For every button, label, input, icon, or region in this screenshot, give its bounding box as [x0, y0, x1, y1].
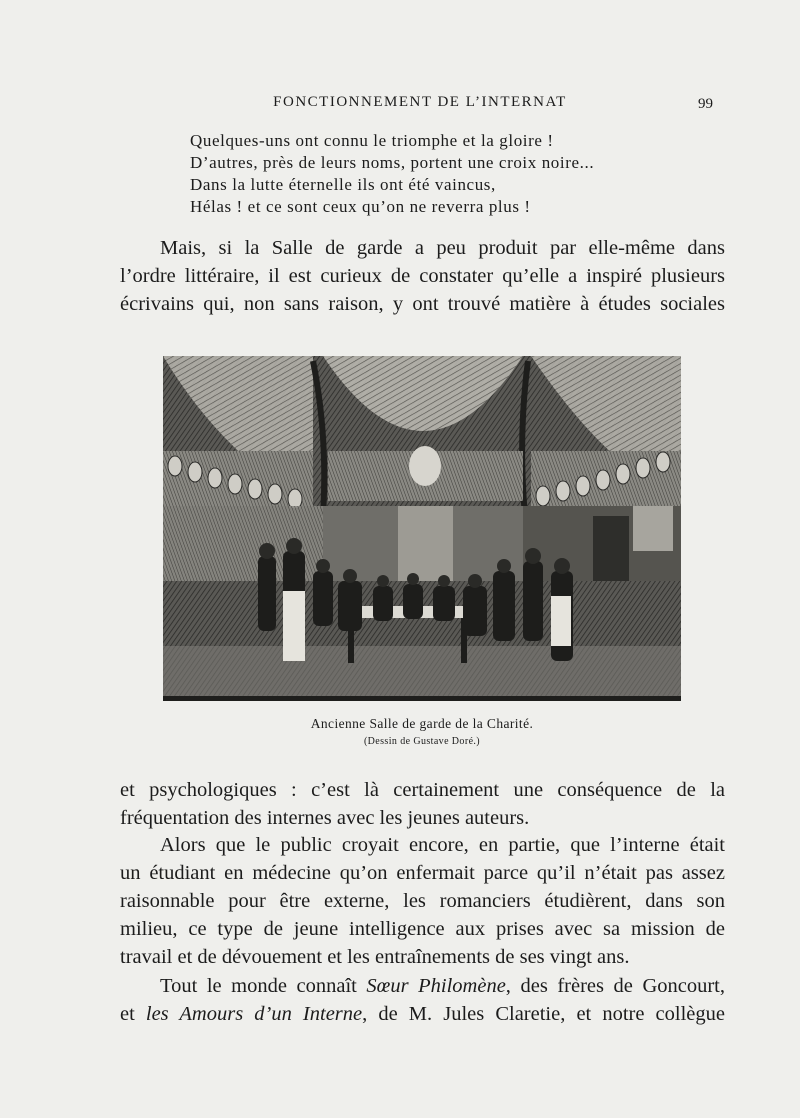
text-line: Alors que le public croyait encore, en partie, que l’interne était	[160, 834, 725, 856]
text-line: milieu, ce type de jeune intelligence aux prises avec sa mission de	[120, 918, 725, 940]
text-line: Mais, si la Salle de garde a peu produit par elle-même dans	[160, 237, 725, 259]
text-run: , des frères de Goncourt,	[505, 975, 725, 997]
poem-stanza	[190, 130, 690, 218]
text-line	[120, 972, 725, 1000]
figure-caption: Ancienne Salle de garde de la Charité.	[310, 716, 534, 731]
poem-line: Quelques-uns ont connu le triomphe et la gloire !	[190, 131, 554, 150]
text-line: fréquentation des internes avec les jeunes auteurs.	[120, 807, 530, 829]
paragraph-4	[120, 972, 725, 1028]
text-run: , de M. Jules Claretie, et notre collègue	[362, 1003, 725, 1025]
paragraph-2	[120, 776, 725, 832]
paragraph-1	[120, 234, 725, 318]
book-title: les Amours d’un Interne	[145, 1003, 363, 1025]
text-run: Tout le monde connaît	[160, 975, 367, 997]
engraving-drawing	[163, 356, 681, 701]
running-title: FONCTIONNEMENT DE L’INTERNAT	[273, 94, 567, 110]
page-number: 99	[698, 96, 713, 112]
poem-line: Hélas ! et ce sont ceux qu’on ne reverra plus !	[190, 197, 531, 216]
figure-credit: (Dessin de Gustave Doré.)	[363, 736, 481, 747]
book-title: Sœur Philomène	[366, 975, 506, 997]
poem-line: Dans la lutte éternelle ils ont été vaincus,	[190, 175, 496, 194]
text-run: et	[120, 1003, 146, 1025]
paragraph-3	[120, 831, 725, 971]
text-line: raisonnable pour être externe, les romanciers étudièrent, dans son	[120, 890, 725, 912]
text-line	[120, 1000, 725, 1028]
text-line: un étudiant en médecine qu’on enfermait parce qu’il n’était pas assez	[120, 862, 725, 884]
poem-line: D’autres, près de leurs noms, portent une croix noire...	[190, 153, 595, 172]
engraving-illustration	[163, 356, 681, 701]
text-line: écrivains qui, non sans raison, y ont trouvé matière à études sociales	[120, 293, 725, 315]
text-line: et psychologiques : c’est là certainement une conséquence de la	[120, 779, 725, 801]
text-line: travail et de dévouement et les entraînements de ses vingt ans.	[120, 946, 630, 968]
text-line: l’ordre littéraire, il est curieux de constater qu’elle a inspiré plusieurs	[120, 265, 725, 287]
